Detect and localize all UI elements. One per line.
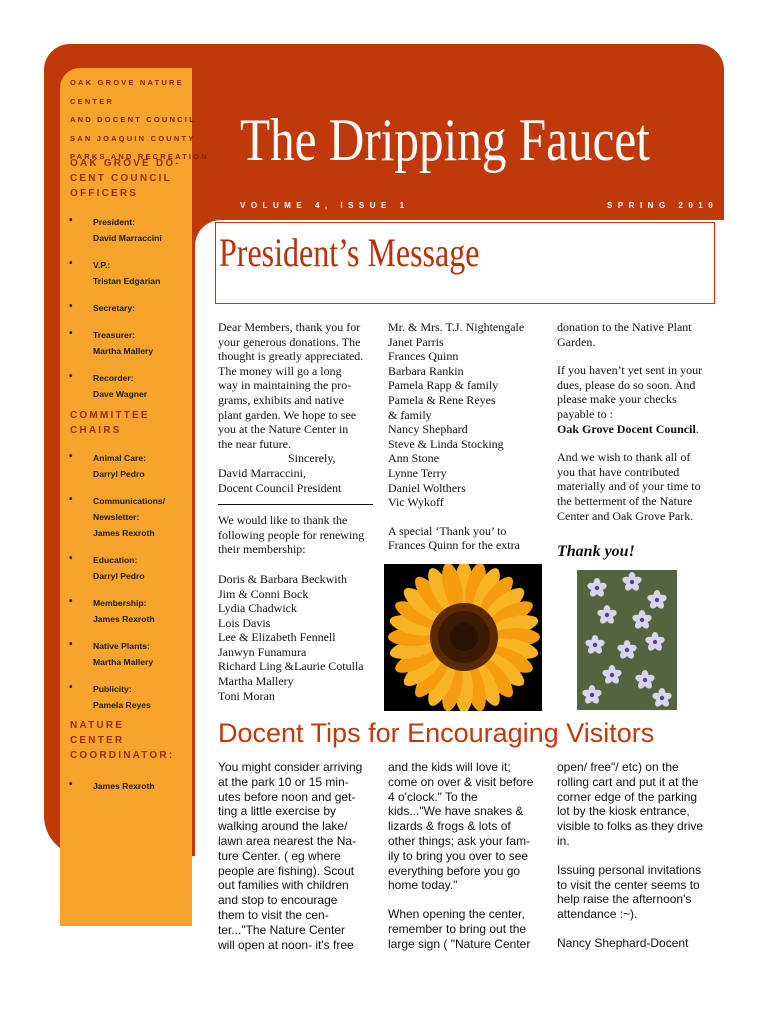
committee-item <box>60 595 192 627</box>
text-line: at the park 10 or 15 min- <box>218 774 349 789</box>
text-line: in. <box>557 833 570 848</box>
text-line: Barbara Rankin <box>388 363 464 378</box>
committee-role: Newsletter: <box>93 512 140 522</box>
org-line: AND DOCENT COUNCIL <box>70 115 196 124</box>
text-line: Center and Oak Grove Park. <box>557 508 694 523</box>
committee-name: James Rexroth <box>93 614 155 624</box>
text-line: and stop to encourage <box>218 893 338 908</box>
text-line: ture Center. ( eg where <box>218 848 341 863</box>
text-line: corner edge of the parking <box>557 789 698 804</box>
text-line: A special ‘Thank you’ to <box>388 523 507 538</box>
text-line: Doris & Barbara Beckwith <box>218 571 347 586</box>
text-line: Janwyn Funamura <box>218 644 307 659</box>
committee-role: • Membership: <box>93 598 147 608</box>
officer-role: • President: <box>93 217 136 227</box>
text-line: ter..."The Nature Center <box>218 922 345 937</box>
wildflowers-image <box>577 570 677 710</box>
text-line: will open at noon- it's free <box>218 937 354 952</box>
text-line: their membership: <box>218 542 306 557</box>
heading-line: NATURE <box>70 720 125 731</box>
officer-item <box>60 327 192 359</box>
committee-heading <box>70 408 188 438</box>
text-line: We would like to thank the <box>218 513 348 528</box>
text-line: Jim & Conni Bock <box>218 586 309 601</box>
text-line: the betterment of the Nature <box>557 493 693 508</box>
sunflower-image <box>384 564 542 711</box>
president-column-1 <box>218 320 383 703</box>
closing-thanks <box>557 450 717 523</box>
text-line: Richard Ling &Laurie Cotulla <box>218 659 364 674</box>
text-line: open/ free"/ etc) on the <box>557 760 679 774</box>
committee-role: • Animal Care: <box>93 453 147 463</box>
newsletter-title: The Dripping Faucet <box>240 107 650 173</box>
text-line: Lee & Elizabeth Fennell <box>218 630 336 645</box>
text-line: Garden. <box>557 334 596 349</box>
payee-period: . <box>695 421 699 436</box>
text-line: plant garden. We hope to see <box>218 407 357 422</box>
signature-title: Docent Council President <box>218 480 342 495</box>
committee-role: • Communications/ <box>93 496 166 506</box>
officer-role: • Recorder: <box>93 373 134 383</box>
greeting-paragraph <box>218 320 383 451</box>
officer-role: • V.P.: <box>93 260 111 270</box>
text-line: Daniel Wolthers <box>388 480 466 495</box>
text-line: Steve & Linda Stocking <box>388 436 504 451</box>
text-line: 4 o'clock." To the <box>388 789 478 804</box>
text-line: please make your checks <box>557 392 677 407</box>
committee-name: Darryl Pedro <box>93 469 145 479</box>
text-line: way in maintaining the pro- <box>218 378 352 393</box>
dues-note <box>557 363 717 421</box>
committee-item <box>60 638 192 670</box>
text-line: & family <box>388 407 432 422</box>
committee-name: James Rexroth <box>93 528 155 538</box>
officer-item <box>60 257 192 289</box>
text-line: to visit the center seems to <box>557 877 700 892</box>
text-line: visible to folks as they drive <box>557 819 704 834</box>
committee-item <box>60 681 192 713</box>
text-line: Lydia Chadwick <box>218 601 297 616</box>
text-line: Pamela & Rene Reyes <box>388 392 496 407</box>
signature-name: David Marraccini, <box>218 465 306 480</box>
committee-name: Pamela Reyes <box>93 700 151 710</box>
text-line: Dear Members, thank you for <box>218 320 361 334</box>
text-line: Frances Quinn for the extra <box>388 538 520 553</box>
president-column-3 <box>557 320 717 523</box>
text-line: lawn area nearest the Na- <box>218 833 357 848</box>
members-list-2 <box>388 320 548 510</box>
officer-role: • Secretary: <box>93 303 136 313</box>
text-line: rolling cart and put it at the <box>557 774 699 789</box>
text-line: If you haven’t yet sent in your <box>557 363 703 378</box>
tips-signoff: Nancy Shephard-Docent <box>557 935 689 950</box>
text-line: Frances Quinn <box>388 349 459 364</box>
coordinator-item <box>60 778 192 794</box>
text-line: The money will go a long <box>218 363 342 378</box>
text-line: Pamela Rapp & family <box>388 378 499 393</box>
heading-line: OAK GROVE DO- <box>70 158 181 169</box>
org-line: PARKS AND RECREATION <box>70 152 209 161</box>
president-heading-box <box>215 222 715 304</box>
divider <box>218 504 373 505</box>
special-thanks <box>388 524 548 553</box>
text-line: Mr. & Mrs. T.J. Nightengale <box>388 320 525 334</box>
officer-name: Tristan Edgarian <box>93 276 161 286</box>
text-line: kids..."We have snakes & <box>388 804 524 819</box>
heading-line: COORDINATOR: <box>70 750 175 761</box>
heading-line: CENTER <box>70 735 125 746</box>
text-line: other things; ask your fam- <box>388 833 531 848</box>
officer-item <box>60 300 192 316</box>
tips-paragraph <box>388 760 553 893</box>
issue-season: SPRING 2010 <box>607 201 719 210</box>
text-line: Issuing personal invitations <box>557 862 702 877</box>
payee: Oak Grove Docent Council <box>557 421 696 436</box>
text-line: Lois Davis <box>218 615 271 630</box>
officer-name: David Marraccini <box>93 233 162 243</box>
committee-item <box>60 552 192 584</box>
committee-list <box>60 450 192 713</box>
sidebar <box>60 68 209 926</box>
committee-role: • Education: <box>93 555 138 565</box>
text-line: You might consider arriving <box>218 760 363 774</box>
text-line: walking around the lake/ <box>218 819 348 834</box>
text-line: large sign ( "Nature Center <box>388 936 531 951</box>
officer-item <box>60 214 192 246</box>
coordinator-name: • James Rexroth <box>93 781 155 791</box>
text-line: your generous donations. The <box>218 334 361 349</box>
officer-role: • Treasurer: <box>93 330 136 340</box>
text-line: ily to bring you over to see <box>388 848 529 863</box>
committee-name: Darryl Pedro <box>93 571 145 581</box>
president-heading: President’s Message <box>219 230 480 275</box>
heading-line: CENT COUNCIL <box>70 173 172 184</box>
org-line: OAK GROVE NATURE CENTER <box>70 78 184 106</box>
heading-line: COMMITTEE <box>70 410 150 421</box>
text-line: Vic Wykoff <box>388 495 444 510</box>
text-line: and the kids will love it; <box>388 760 511 774</box>
text-line: payable to : <box>557 406 613 421</box>
text-line: out families with children <box>218 878 349 893</box>
text-line: And we wish to thank all of <box>557 450 691 465</box>
text-line: donation to the Native Plant <box>557 320 692 334</box>
committee-item <box>60 493 192 541</box>
tips-paragraph <box>388 907 553 951</box>
text-line: home today." <box>388 878 458 893</box>
donation-note <box>557 320 717 349</box>
text-line: people are fishing). Scout <box>218 863 355 878</box>
officers-heading <box>70 156 188 201</box>
tips-paragraph <box>557 760 722 849</box>
heading-line: CHAIRS <box>70 425 122 436</box>
thank-you: Thank you! <box>557 543 635 560</box>
text-line: everything before you go <box>388 863 521 878</box>
text-line: you at the Nature Center in <box>218 422 349 437</box>
text-line: lot by the kiosk entrance, <box>557 804 690 819</box>
text-line: following people for renewing <box>218 527 365 542</box>
text-line: When opening the center, <box>388 907 525 922</box>
members-list-1 <box>218 572 383 703</box>
text-line: come on over & visit before <box>388 774 534 789</box>
text-line: you that have contributed <box>557 464 680 479</box>
heading-line: OFFICERS <box>70 188 139 199</box>
text-line: the near future. <box>218 436 291 451</box>
text-line: Martha Mallery <box>218 674 294 689</box>
tips-column-3 <box>557 760 722 951</box>
text-line: utes before noon and get- <box>218 789 356 804</box>
officer-item <box>60 370 192 402</box>
text-line: grams, exhibits and native <box>218 392 344 407</box>
committee-name: Martha Mallery <box>93 657 154 667</box>
officers-list <box>60 214 192 402</box>
committee-role: • Native Plants: <box>93 641 150 651</box>
text-line: remember to bring out the <box>388 921 527 936</box>
sincerely: Sincerely, <box>288 451 336 466</box>
text-line: materially and of your time to <box>557 479 701 494</box>
text-line: attendance :~). <box>557 907 638 922</box>
tips-paragraph <box>557 863 722 922</box>
officer-name: Martha Mallery <box>93 346 154 356</box>
text-line: Lynne Terry <box>388 465 447 480</box>
committee-item <box>60 450 192 482</box>
tips-column-2 <box>388 760 553 952</box>
org-line: SAN JOAQUIN COUNTY <box>70 133 196 143</box>
text-line: lizards & frogs & lots of <box>388 819 511 834</box>
text-line: thought is greatly appreciated. <box>218 349 364 364</box>
tips-paragraph <box>218 760 383 952</box>
coordinator-list <box>60 778 192 794</box>
text-line: Toni Moran <box>218 688 275 703</box>
renewal-intro <box>218 513 383 557</box>
text-line: Nancy Shephard <box>388 422 468 437</box>
volume-issue: VOLUME 4, ISSUE 1 <box>240 201 410 210</box>
coordinator-heading <box>70 718 188 763</box>
org-name <box>70 74 230 167</box>
officer-name: Dave Wagner <box>93 389 148 399</box>
text-line: Janet Parris <box>388 334 444 349</box>
text-line: ting a little exercise by <box>218 804 337 819</box>
president-column-2 <box>388 320 548 553</box>
tips-column-1 <box>218 760 383 952</box>
committee-role: • Publicity: <box>93 684 132 694</box>
docent-tips-heading: Docent Tips for Encouraging Visitors <box>218 718 655 748</box>
text-line: dues, please do so soon. And <box>557 377 696 392</box>
text-line: help raise the afternoon's <box>557 892 692 907</box>
text-line: Ann Stone <box>388 451 439 466</box>
text-line: them to visit the cen- <box>218 907 329 922</box>
